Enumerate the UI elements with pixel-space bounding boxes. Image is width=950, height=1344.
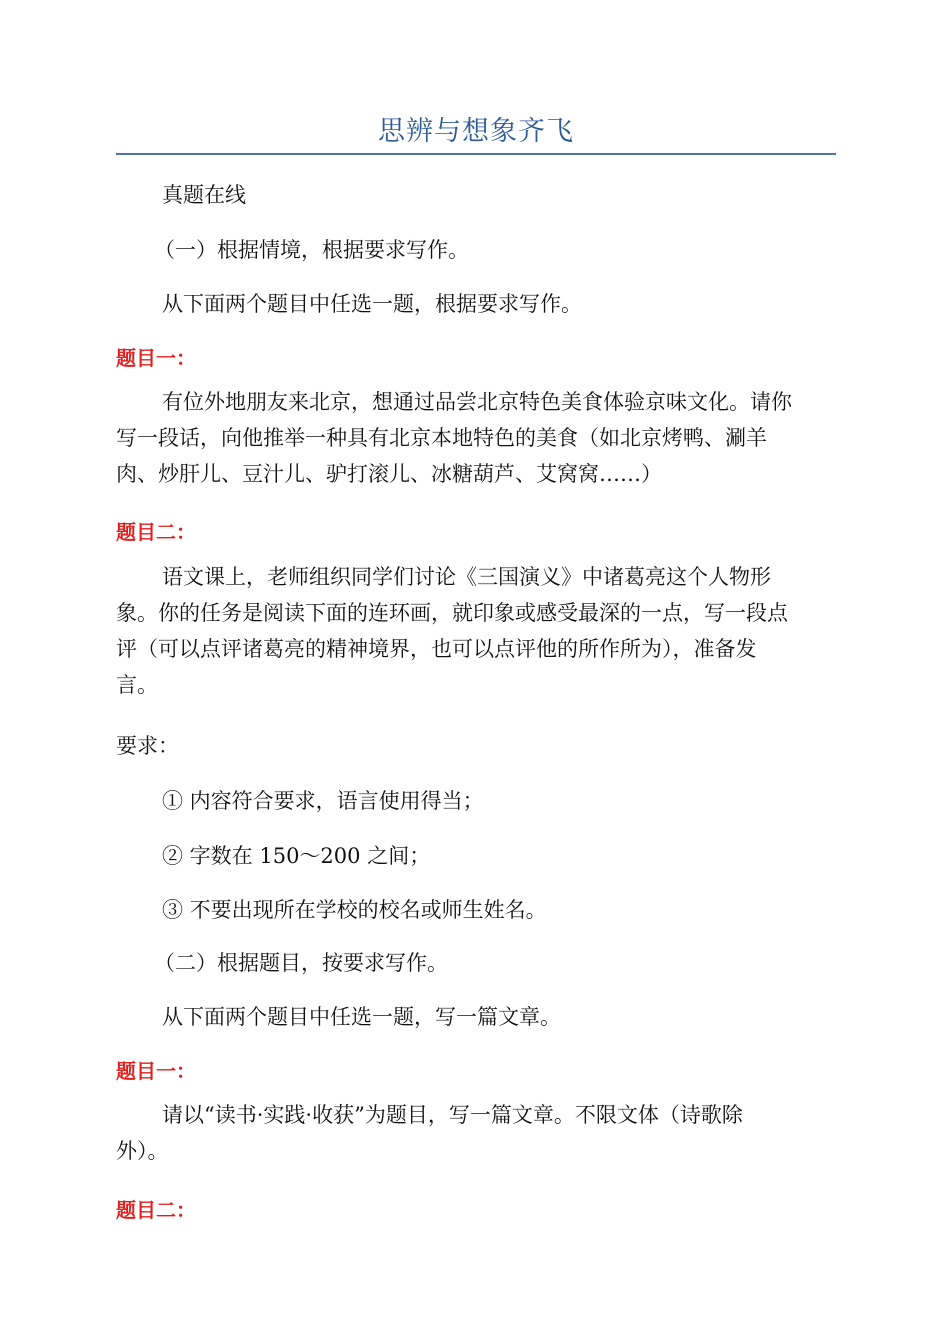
text-line: 言。	[116, 673, 158, 697]
part1-topic2-label: 题目二：	[116, 520, 196, 544]
part2-topic2-label: 题目二：	[116, 1198, 196, 1222]
text-line: 有位外地朋友来北京，想通过品尝北京特色美食体验京味文化。请你	[162, 390, 792, 414]
text-line: 象。你的任务是阅读下面的连环画，就印象或感受最深的一点，写一段点	[116, 601, 788, 625]
title-underline	[116, 153, 836, 155]
requirement-item-1: ① 内容符合要求，语言使用得当；	[162, 789, 484, 813]
document-page	[116, 0, 836, 1344]
part2-instruction: 从下面两个题目中任选一题，写一篇文章。	[162, 1005, 561, 1029]
text-line: 语文课上，老师组织同学们讨论《三国演义》中诸葛亮这个人物形	[162, 565, 771, 589]
part1-heading: （一）根据情境，根据要求写作。	[154, 238, 469, 262]
requirement-item-2: ② 字数在 150～200 之间；	[162, 844, 431, 868]
part2-topic1-label: 题目一：	[116, 1059, 196, 1083]
text-line: 写一段话，向他推举一种具有北京本地特色的美食（如北京烤鸭、涮羊	[116, 426, 767, 450]
document-title: 思辨与想象齐飞	[378, 116, 574, 147]
text-line: 评（可以点评诸葛亮的精神境界，也可以点评他的所作所为），准备发	[116, 637, 757, 661]
part1-instruction: 从下面两个题目中任选一题，根据要求写作。	[162, 292, 582, 316]
requirements-label: 要求：	[116, 734, 179, 758]
section-label: 真题在线	[162, 183, 246, 207]
part2-heading: （二）根据题目，按要求写作。	[154, 951, 448, 975]
text-line: 请以“读书·实践·收获”为题目，写一篇文章。不限文体（诗歌除	[162, 1103, 743, 1127]
text-line: 肉、炒肝儿、豆汁儿、驴打滚儿、冰糖葫芦、艾窝窝……）	[116, 462, 662, 486]
part1-topic1-text	[116, 384, 836, 492]
text-line: 外）。	[116, 1139, 169, 1163]
part1-topic1-label: 题目一：	[116, 346, 196, 370]
part2-topic1-text	[116, 1097, 836, 1169]
part1-topic2-text	[116, 559, 836, 703]
requirement-item-3: ③ 不要出现所在学校的校名或师生姓名。	[162, 898, 547, 922]
